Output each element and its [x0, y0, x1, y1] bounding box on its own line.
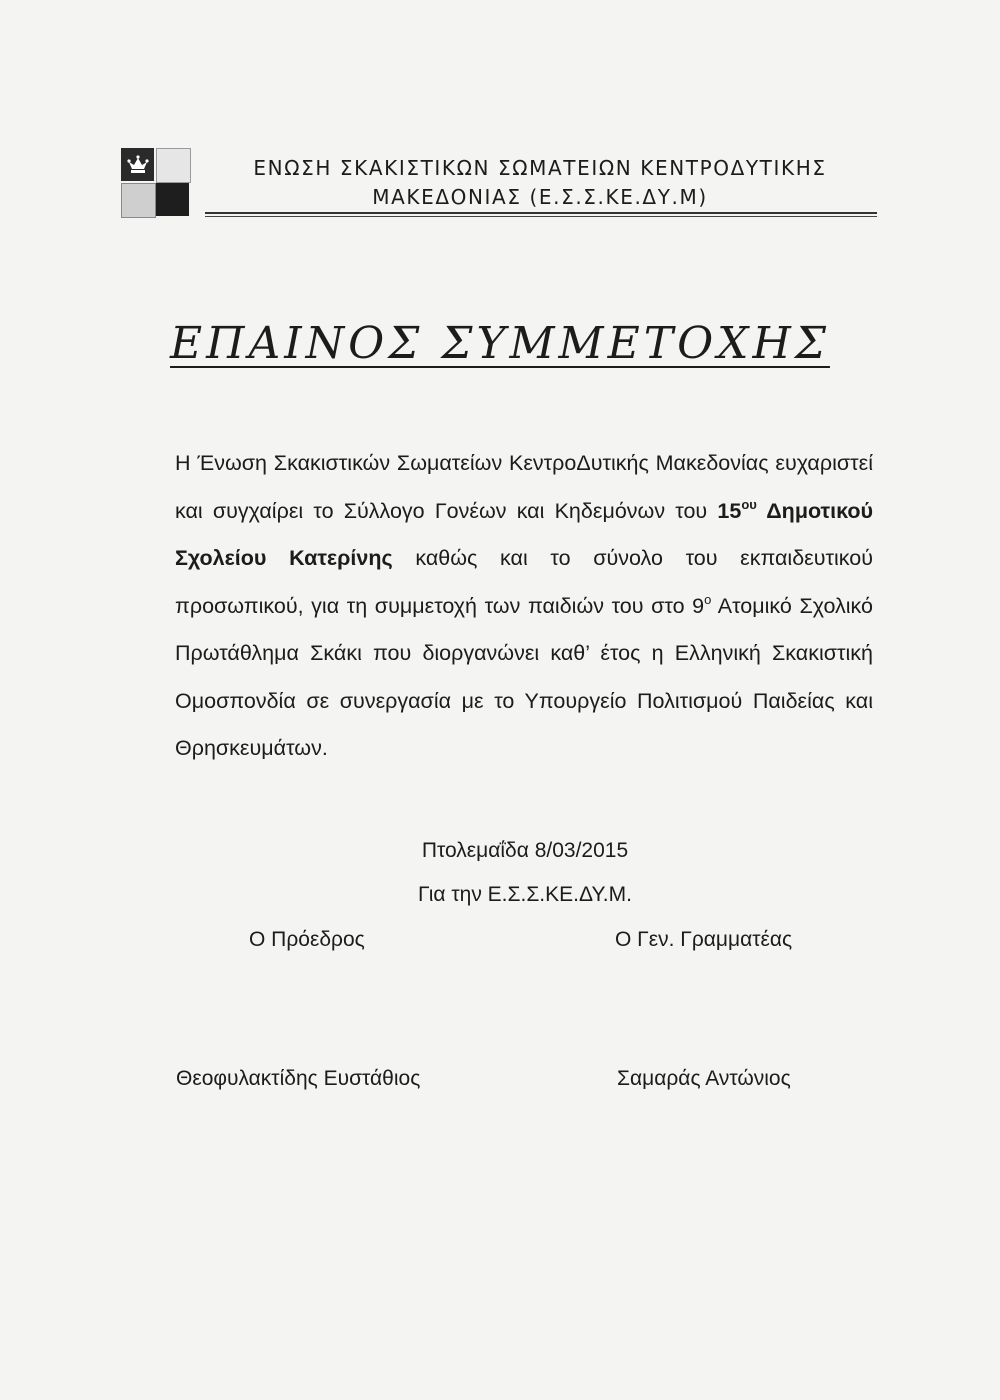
header-divider — [205, 216, 877, 217]
chess-logo — [121, 148, 191, 218]
secretary-name: Σαμαράς Αντώνιος — [617, 1067, 791, 1090]
president-name: Θεοφυλακτίδης Ευστάθιος — [176, 1067, 421, 1090]
organization-name — [220, 154, 860, 212]
school-name: Δημοτικού Σχολείου Κατερίνης — [175, 498, 873, 570]
school-number-suffix: ου — [741, 496, 757, 512]
place-date: Πτολεμαΐδα 8/03/2015 — [421, 839, 629, 862]
championship-number-suffix: ο — [704, 591, 712, 607]
president-role: Ο Πρόεδρος — [249, 928, 365, 951]
body-text: Η Ένωση Σκακιστικών Σωματείων ΚεντροΔυτικής Μακεδονίας ευχαριστεί και συγχαίρει το Σύλλογο Γονέων και Κηδεμόνων του — [175, 451, 873, 523]
chess-king-icon — [126, 154, 150, 176]
championship-number: 9 — [692, 593, 705, 618]
body-paragraph — [175, 440, 873, 773]
body-text: καθώς και το σύνολο του εκπαιδευτικού προσωπικού, για τη συμμετοχή των παιδιών του στο — [175, 546, 873, 618]
logo-square-light — [121, 183, 156, 218]
logo-square-dark — [121, 148, 154, 181]
logo-square-dark — [156, 183, 189, 216]
header-divider — [205, 212, 877, 214]
body-text: Ατομικό Σχολικό Πρωτάθλημα Σκάκι που διοργανώνει καθ’ έτος η Ελληνική Σκακιστική Ομοσπονδία σε συνεργασία με το Υπουργείο Πολιτισμού Παιδείας και Θρησκευμάτων. — [175, 593, 873, 760]
on-behalf-line: Για την Ε.Σ.Σ.ΚΕ.ΔΥ.Μ. — [418, 883, 632, 906]
document-title: ΕΠΑΙΝΟΣ ΣΥΜΜΕΤΟΧΗΣ — [170, 318, 830, 369]
secretary-role: Ο Γεν. Γραμματέας — [615, 928, 793, 951]
school-number: 15 — [717, 498, 742, 523]
logo-square-light — [156, 148, 191, 183]
org-line-2: ΜΑΚΕΔΟΝΙΑΣ (Ε.Σ.Σ.ΚΕ.ΔΥ.Μ) — [372, 185, 708, 209]
org-line-1: ΕΝΩΣΗ ΣΚΑΚΙΣΤΙΚΩΝ ΣΩΜΑΤΕΙΩΝ ΚΕΝΤΡΟΔΥΤΙΚΗΣ — [253, 156, 827, 180]
